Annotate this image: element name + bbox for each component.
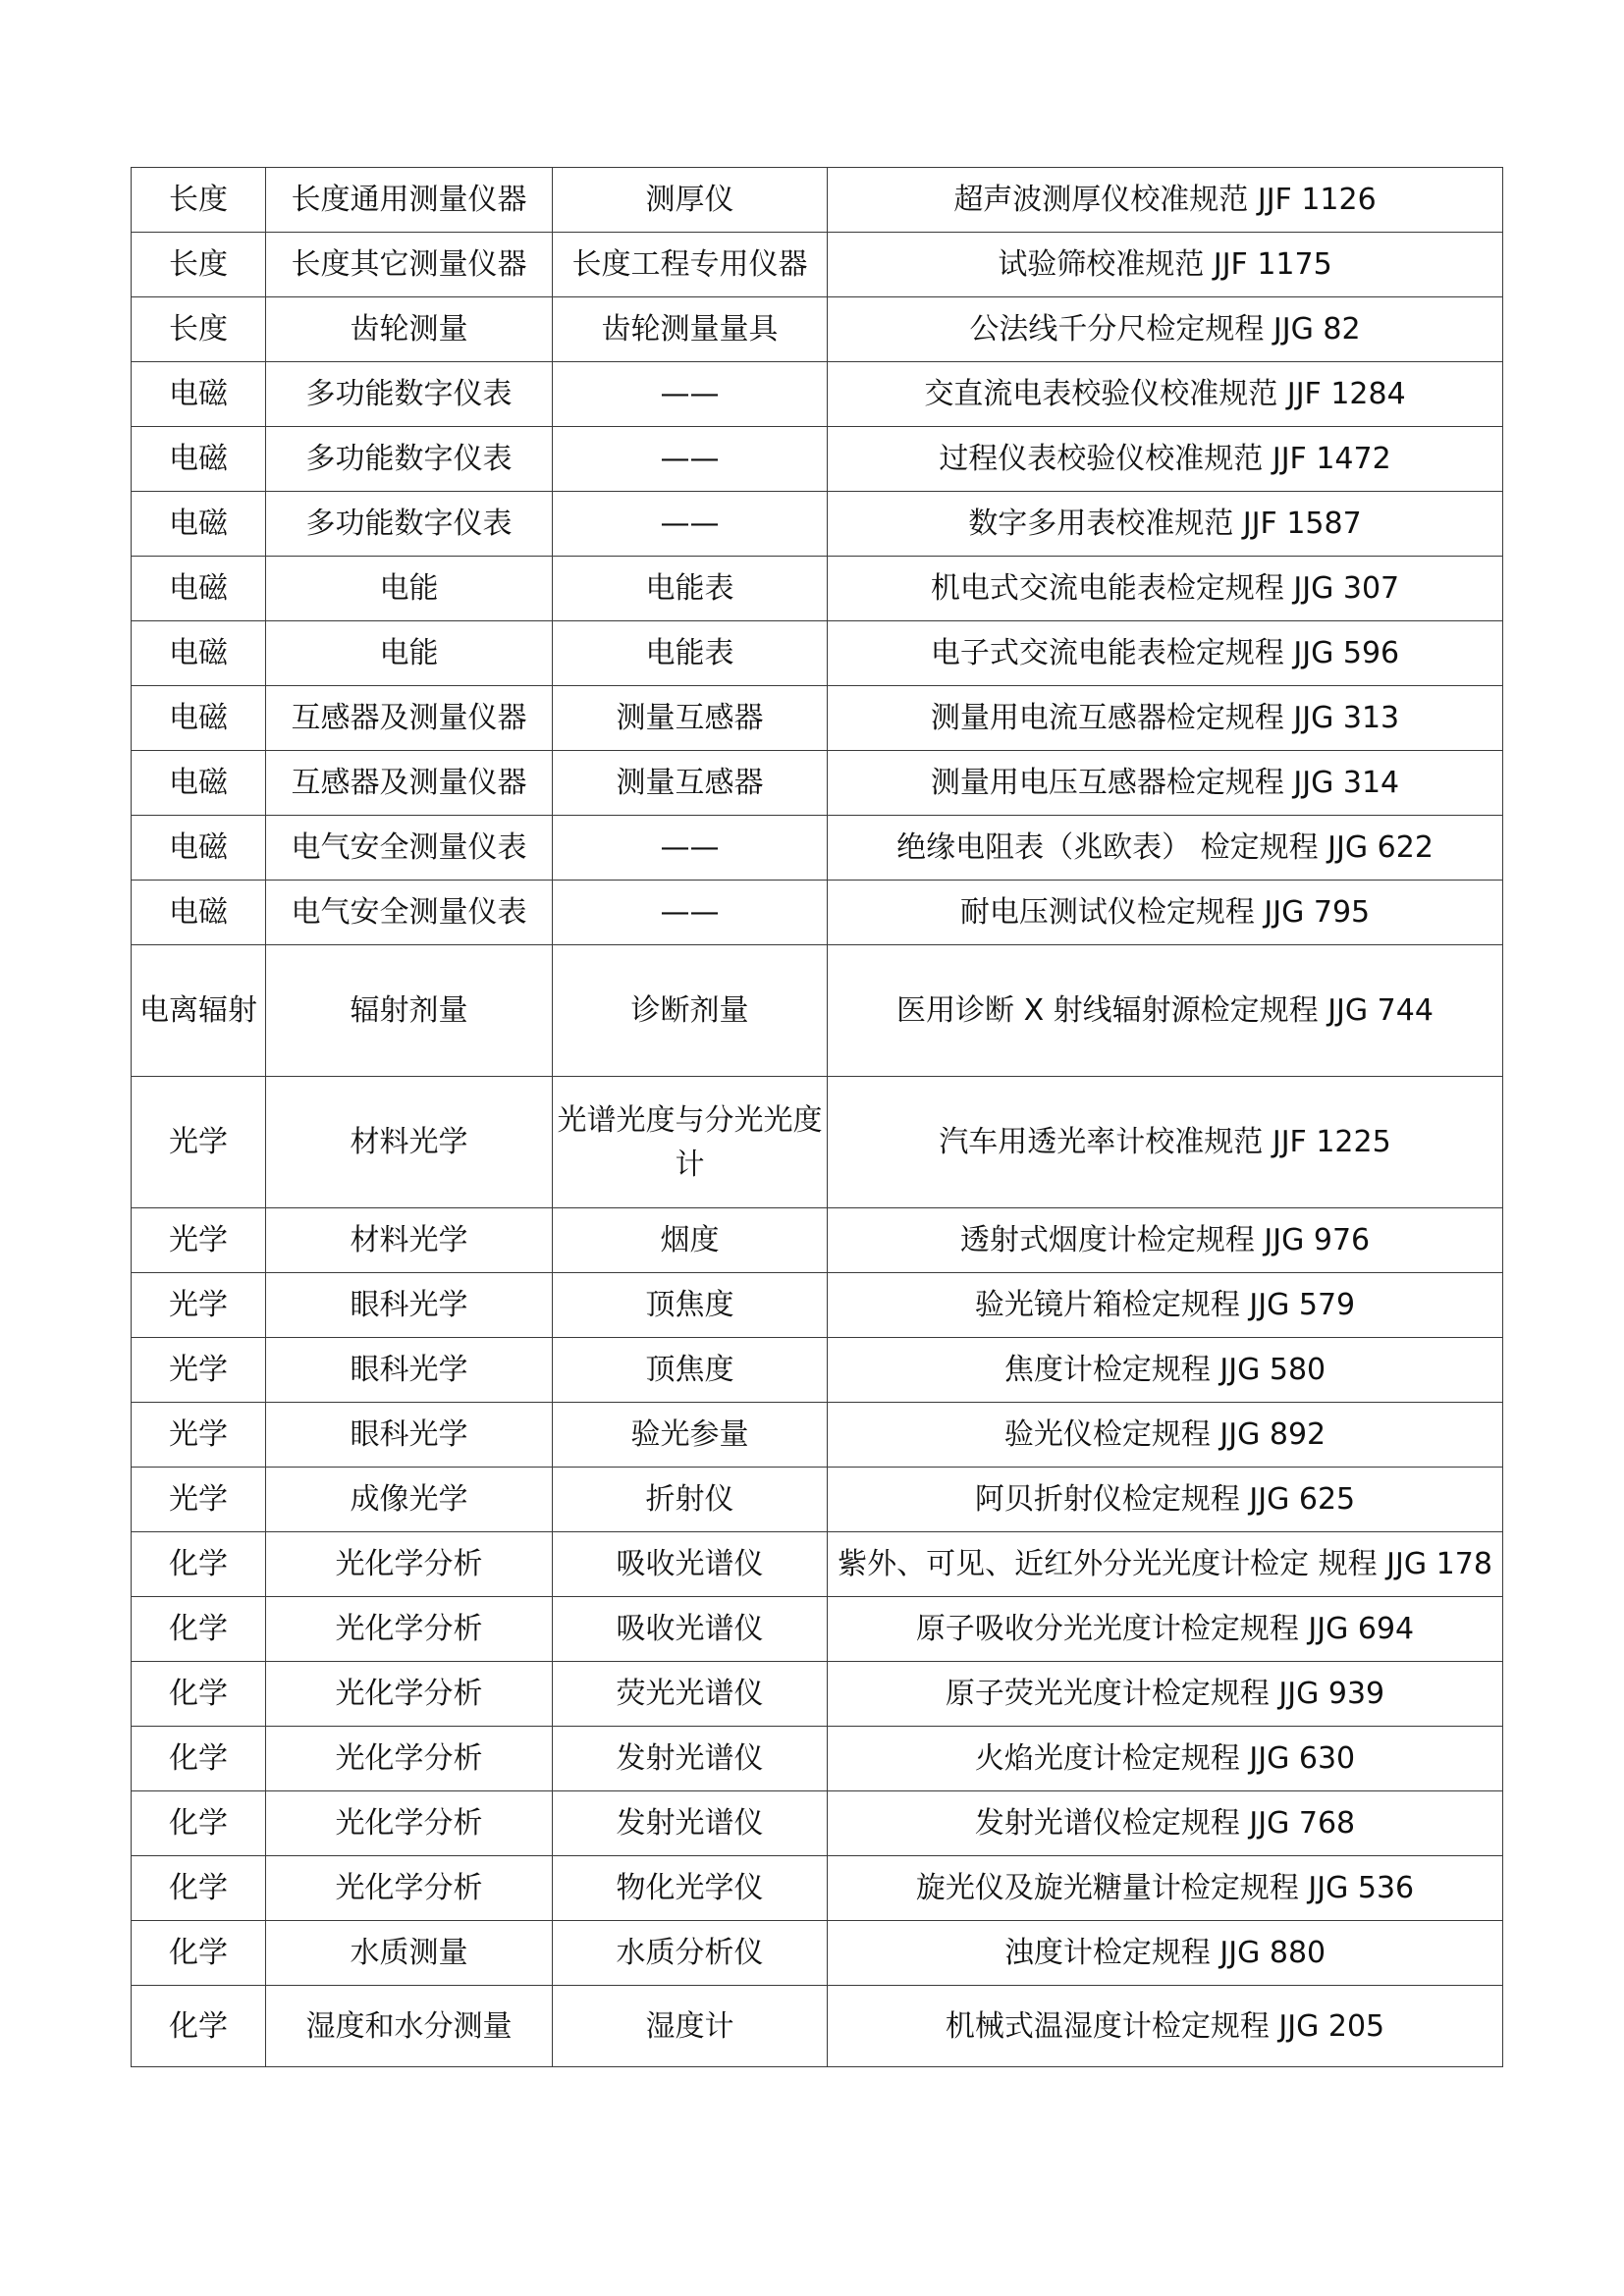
subcategory-cell: 电气安全测量仪表 xyxy=(266,816,553,881)
category-cell: 光学 xyxy=(132,1403,266,1468)
subcategory-cell: 电能 xyxy=(266,621,553,686)
item-cell: 吸收光谱仪 xyxy=(553,1532,828,1597)
category-cell: 电磁 xyxy=(132,557,266,621)
spec-cell: 火焰光度计检定规程 JJG 630 xyxy=(828,1727,1503,1791)
category-cell: 电磁 xyxy=(132,816,266,881)
category-cell: 电磁 xyxy=(132,621,266,686)
category-cell: 电磁 xyxy=(132,881,266,945)
subcategory-cell: 齿轮测量 xyxy=(266,297,553,362)
spec-cell: 数字多用表校准规范 JJF 1587 xyxy=(828,492,1503,557)
spec-cell: 医用诊断 X 射线辐射源检定规程 JJG 744 xyxy=(828,945,1503,1077)
table-row xyxy=(132,168,1503,233)
item-cell: 诊断剂量 xyxy=(553,945,828,1077)
subcategory-cell: 光化学分析 xyxy=(266,1532,553,1597)
category-cell: 长度 xyxy=(132,297,266,362)
table-row xyxy=(132,1532,1503,1597)
subcategory-cell: 材料光学 xyxy=(266,1077,553,1208)
item-cell: 光谱光度与分光光度计 xyxy=(553,1077,828,1208)
item-cell: 长度工程专用仪器 xyxy=(553,233,828,297)
subcategory-cell: 多功能数字仪表 xyxy=(266,492,553,557)
table-row xyxy=(132,1662,1503,1727)
item-cell: 测量互感器 xyxy=(553,686,828,751)
item-cell: —— xyxy=(553,881,828,945)
table-row xyxy=(132,297,1503,362)
category-cell: 光学 xyxy=(132,1208,266,1273)
item-cell: 电能表 xyxy=(553,557,828,621)
subcategory-cell: 光化学分析 xyxy=(266,1856,553,1921)
spec-cell: 旋光仪及旋光糖量计检定规程 JJG 536 xyxy=(828,1856,1503,1921)
subcategory-cell: 互感器及测量仪器 xyxy=(266,751,553,816)
spec-cell: 原子荧光光度计检定规程 JJG 939 xyxy=(828,1662,1503,1727)
item-cell: 湿度计 xyxy=(553,1986,828,2067)
subcategory-cell: 光化学分析 xyxy=(266,1662,553,1727)
spec-cell: 机械式温湿度计检定规程 JJG 205 xyxy=(828,1986,1503,2067)
item-cell: 验光参量 xyxy=(553,1403,828,1468)
spec-cell: 透射式烟度计检定规程 JJG 976 xyxy=(828,1208,1503,1273)
spec-cell: 超声波测厚仪校准规范 JJF 1126 xyxy=(828,168,1503,233)
table-row xyxy=(132,1468,1503,1532)
item-cell: 测量互感器 xyxy=(553,751,828,816)
item-cell: 顶焦度 xyxy=(553,1338,828,1403)
category-cell: 长度 xyxy=(132,233,266,297)
category-cell: 光学 xyxy=(132,1273,266,1338)
spec-cell: 公法线千分尺检定规程 JJG 82 xyxy=(828,297,1503,362)
subcategory-cell: 成像光学 xyxy=(266,1468,553,1532)
category-cell: 化学 xyxy=(132,1986,266,2067)
category-cell: 电磁 xyxy=(132,362,266,427)
item-cell: 折射仪 xyxy=(553,1468,828,1532)
table-row xyxy=(132,1597,1503,1662)
subcategory-cell: 眼科光学 xyxy=(266,1338,553,1403)
spec-cell: 机电式交流电能表检定规程 JJG 307 xyxy=(828,557,1503,621)
subcategory-cell: 湿度和水分测量 xyxy=(266,1986,553,2067)
category-cell: 电磁 xyxy=(132,751,266,816)
item-cell: 电能表 xyxy=(553,621,828,686)
spec-cell: 紫外、可见、近红外分光光度计检定 规程 JJG 178 xyxy=(828,1532,1503,1597)
item-cell: 发射光谱仪 xyxy=(553,1727,828,1791)
item-cell: —— xyxy=(553,362,828,427)
spec-cell: 阿贝折射仪检定规程 JJG 625 xyxy=(828,1468,1503,1532)
spec-cell: 汽车用透光率计校准规范 JJF 1225 xyxy=(828,1077,1503,1208)
table-row xyxy=(132,1208,1503,1273)
spec-cell: 原子吸收分光光度计检定规程 JJG 694 xyxy=(828,1597,1503,1662)
table-row xyxy=(132,1403,1503,1468)
subcategory-cell: 水质测量 xyxy=(266,1921,553,1986)
table-row xyxy=(132,621,1503,686)
table-row xyxy=(132,1077,1503,1208)
category-cell: 光学 xyxy=(132,1468,266,1532)
table-row xyxy=(132,362,1503,427)
subcategory-cell: 光化学分析 xyxy=(266,1791,553,1856)
category-cell: 化学 xyxy=(132,1597,266,1662)
table-row xyxy=(132,557,1503,621)
spec-cell: 验光镜片箱检定规程 JJG 579 xyxy=(828,1273,1503,1338)
subcategory-cell: 长度通用测量仪器 xyxy=(266,168,553,233)
table-row xyxy=(132,1856,1503,1921)
subcategory-cell: 电气安全测量仪表 xyxy=(266,881,553,945)
table-row xyxy=(132,1986,1503,2067)
table-row xyxy=(132,1727,1503,1791)
subcategory-cell: 光化学分析 xyxy=(266,1597,553,1662)
subcategory-cell: 眼科光学 xyxy=(266,1273,553,1338)
spec-cell: 交直流电表校验仪校准规范 JJF 1284 xyxy=(828,362,1503,427)
subcategory-cell: 材料光学 xyxy=(266,1208,553,1273)
category-cell: 电离辐射 xyxy=(132,945,266,1077)
subcategory-cell: 长度其它测量仪器 xyxy=(266,233,553,297)
subcategory-cell: 光化学分析 xyxy=(266,1727,553,1791)
spec-cell: 验光仪检定规程 JJG 892 xyxy=(828,1403,1503,1468)
category-cell: 长度 xyxy=(132,168,266,233)
item-cell: —— xyxy=(553,427,828,492)
category-cell: 电磁 xyxy=(132,427,266,492)
category-cell: 化学 xyxy=(132,1856,266,1921)
item-cell: 水质分析仪 xyxy=(553,1921,828,1986)
category-cell: 化学 xyxy=(132,1532,266,1597)
spec-cell: 绝缘电阻表（兆欧表） 检定规程 JJG 622 xyxy=(828,816,1503,881)
subcategory-cell: 眼科光学 xyxy=(266,1403,553,1468)
item-cell: 发射光谱仪 xyxy=(553,1791,828,1856)
item-cell: 荧光光谱仪 xyxy=(553,1662,828,1727)
table-row xyxy=(132,881,1503,945)
spec-cell: 测量用电压互感器检定规程 JJG 314 xyxy=(828,751,1503,816)
item-cell: —— xyxy=(553,492,828,557)
item-cell: 物化光学仪 xyxy=(553,1856,828,1921)
subcategory-cell: 互感器及测量仪器 xyxy=(266,686,553,751)
table-row xyxy=(132,686,1503,751)
category-cell: 化学 xyxy=(132,1662,266,1727)
spec-cell: 发射光谱仪检定规程 JJG 768 xyxy=(828,1791,1503,1856)
subcategory-cell: 多功能数字仪表 xyxy=(266,362,553,427)
table-row xyxy=(132,233,1503,297)
item-cell: 齿轮测量量具 xyxy=(553,297,828,362)
spec-cell: 试验筛校准规范 JJF 1175 xyxy=(828,233,1503,297)
category-cell: 化学 xyxy=(132,1921,266,1986)
subcategory-cell: 辐射剂量 xyxy=(266,945,553,1077)
subcategory-cell: 电能 xyxy=(266,557,553,621)
table-row xyxy=(132,1273,1503,1338)
table-row xyxy=(132,427,1503,492)
spec-cell: 浊度计检定规程 JJG 880 xyxy=(828,1921,1503,1986)
spec-cell: 耐电压测试仪检定规程 JJG 795 xyxy=(828,881,1503,945)
category-cell: 电磁 xyxy=(132,686,266,751)
category-cell: 光学 xyxy=(132,1338,266,1403)
item-cell: 吸收光谱仪 xyxy=(553,1597,828,1662)
calibration-table xyxy=(131,167,1503,2067)
spec-cell: 过程仪表校验仪校准规范 JJF 1472 xyxy=(828,427,1503,492)
spec-cell: 焦度计检定规程 JJG 580 xyxy=(828,1338,1503,1403)
table-row xyxy=(132,1791,1503,1856)
item-cell: 烟度 xyxy=(553,1208,828,1273)
spec-cell: 测量用电流互感器检定规程 JJG 313 xyxy=(828,686,1503,751)
item-cell: 测厚仪 xyxy=(553,168,828,233)
table-row xyxy=(132,1921,1503,1986)
table-row xyxy=(132,1338,1503,1403)
category-cell: 化学 xyxy=(132,1727,266,1791)
category-cell: 化学 xyxy=(132,1791,266,1856)
item-cell: —— xyxy=(553,816,828,881)
subcategory-cell: 多功能数字仪表 xyxy=(266,427,553,492)
category-cell: 光学 xyxy=(132,1077,266,1208)
spec-cell: 电子式交流电能表检定规程 JJG 596 xyxy=(828,621,1503,686)
item-cell: 顶焦度 xyxy=(553,1273,828,1338)
table-row xyxy=(132,816,1503,881)
table-row xyxy=(132,751,1503,816)
table-row xyxy=(132,492,1503,557)
category-cell: 电磁 xyxy=(132,492,266,557)
table-row xyxy=(132,945,1503,1077)
